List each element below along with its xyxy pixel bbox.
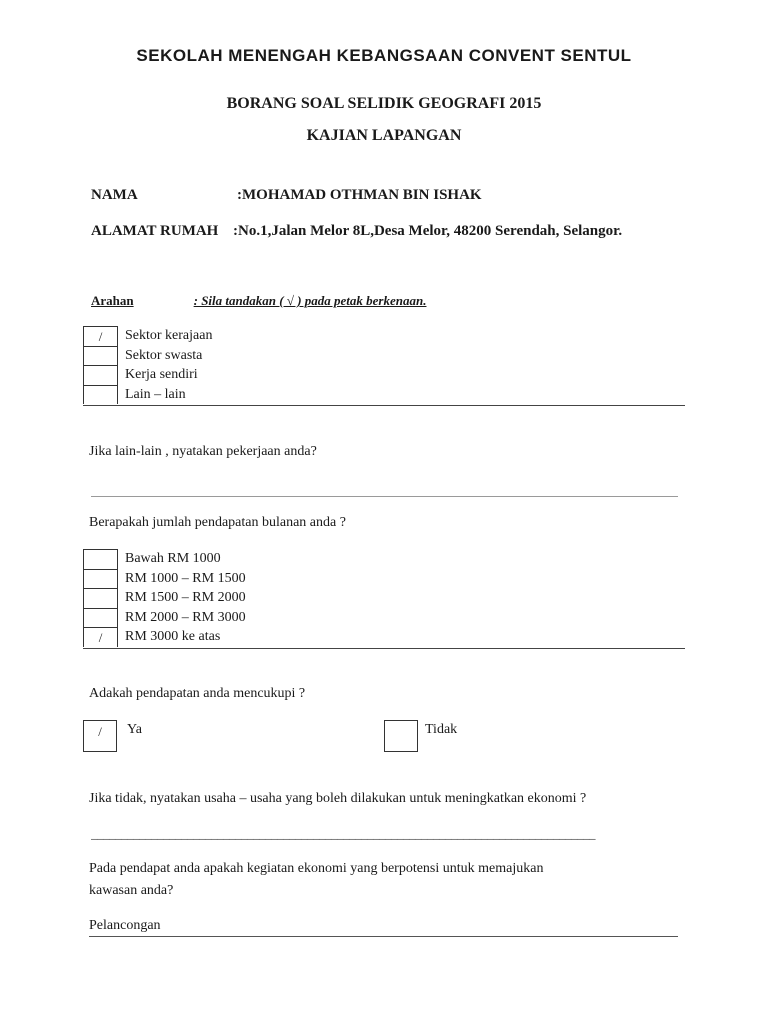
option-label: Sektor kerajaan (125, 328, 213, 343)
answer-line[interactable] (91, 496, 678, 497)
form-subtitle: KAJIAN LAPANGAN (306, 127, 462, 144)
address-label: ALAMAT RUMAH (91, 223, 219, 239)
question-income-sufficient: Adakah pendapatan anda mencukupi ? (89, 686, 306, 701)
checkbox[interactable] (83, 549, 118, 569)
answer-line[interactable] (89, 936, 678, 937)
question-other-occupation: Jika lain-lain , nyatakan pekerjaan anda? (89, 444, 317, 459)
checkbox[interactable]: / (83, 627, 118, 647)
option-label: Sektor swasta (125, 347, 203, 363)
divider (83, 648, 685, 649)
question-economic-potential-line2: kawasan anda? (89, 883, 174, 898)
checkbox[interactable] (83, 608, 118, 628)
name-value: :MOHAMAD OTHMAN BIN ISHAK (237, 187, 482, 203)
option-label: RM 3000 ke atas (125, 629, 221, 644)
option-row (83, 608, 683, 628)
option-row (83, 569, 683, 589)
checkbox[interactable] (83, 588, 118, 608)
checkbox[interactable] (83, 385, 118, 405)
occupation-options (83, 326, 683, 404)
option-label: Kerja sendiri (125, 367, 198, 382)
instruction-label: Arahan (91, 293, 134, 308)
option-row (83, 385, 683, 405)
name-label: NAMA (91, 187, 138, 203)
label-no: Tidak (425, 722, 458, 737)
label-yes: Ya (127, 722, 142, 737)
answer-text: Pelancongan (89, 918, 161, 933)
option-row (83, 549, 683, 569)
checkbox[interactable] (83, 365, 118, 385)
option-row (83, 588, 683, 608)
instruction-text: : Sila tandakan ( √ ) pada petak berkenaan. (193, 293, 427, 308)
option-row (83, 627, 683, 647)
question-income: Berapakah jumlah pendapatan bulanan anda ? (89, 515, 346, 530)
address-value: :No.1,Jalan Melor 8L,Desa Melor, 48200 Serendah, Selangor. (233, 223, 623, 239)
checkbox-no[interactable] (384, 720, 418, 752)
income-options (83, 549, 683, 647)
option-label: RM 2000 – RM 3000 (125, 609, 246, 625)
school-name: SEKOLAH MENENGAH KEBANGSAAN CONVENT SENTUL (136, 46, 632, 65)
checkbox[interactable] (83, 346, 118, 366)
form-title: BORANG SOAL SELIDIK GEOGRAFI 2015 (226, 95, 542, 112)
option-row (83, 365, 683, 385)
checkbox-yes[interactable]: / (83, 720, 117, 752)
option-label: Bawah RM 1000 (125, 551, 221, 566)
checkbox[interactable] (83, 569, 118, 589)
checkbox[interactable]: / (83, 326, 118, 346)
question-economic-potential-line1: Pada pendapat anda apakah kegiatan ekonomi yang berpotensi untuk memajukan (89, 861, 544, 876)
instruction (91, 293, 426, 309)
option-label: RM 1500 – RM 2000 (125, 590, 246, 605)
answer-line[interactable]: ____________________________________________________________________________________ (91, 826, 595, 841)
option-label: RM 1000 – RM 1500 (125, 570, 246, 586)
option-row (83, 326, 683, 346)
question-economic-efforts: Jika tidak, nyatakan usaha – usaha yang boleh dilakukan untuk meningkatkan ekonomi ? (89, 791, 587, 806)
option-label: Lain – lain (125, 386, 186, 402)
divider (83, 405, 685, 406)
option-row (83, 346, 683, 366)
